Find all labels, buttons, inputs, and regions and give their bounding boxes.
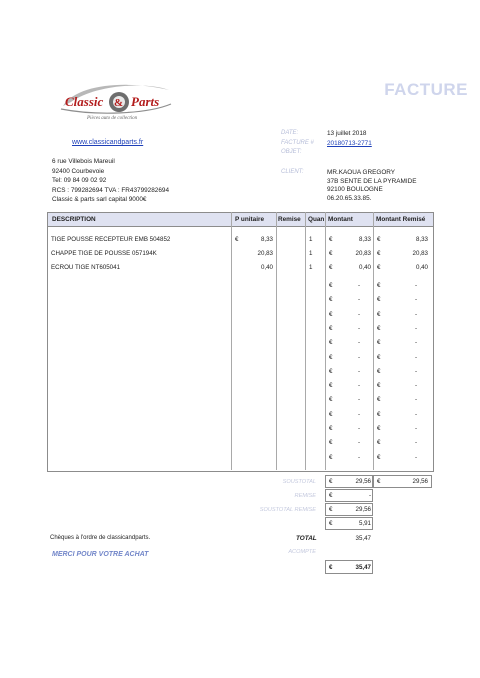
client-line: 92100 BOULOGNE: [327, 186, 383, 194]
sender-line: Classic & parts sarl capital 9000€: [52, 196, 147, 204]
item-amount-discounted: 0,40: [415, 264, 428, 271]
amount-due-value: 35,47: [355, 564, 371, 571]
subtotal-after-discount-label: SOUSTOTAL REMISE: [259, 507, 316, 513]
currency-symbol: €: [377, 382, 381, 389]
header-amount-discounted: Montant Remisé: [376, 216, 426, 223]
invoice-number-label: FACTURE #: [281, 140, 314, 146]
item-description: TIGE POUSSE RECEPTEUR EMB 504852: [51, 236, 171, 243]
item-unit-price: 8,33: [260, 236, 273, 243]
sender-line: Tel: 09 84 09 02 92: [52, 177, 107, 185]
column-divider: [325, 212, 326, 470]
item-description: ECROU TIGE NT605041: [51, 264, 121, 271]
empty-amount-dash: -: [358, 311, 361, 318]
empty-amount-discounted-dash: -: [415, 354, 418, 361]
currency-symbol: €: [377, 478, 381, 485]
currency-symbol: €: [377, 454, 381, 461]
currency-symbol: €: [329, 454, 333, 461]
currency-symbol: €: [329, 506, 333, 513]
svg-text:&: &: [114, 97, 124, 109]
empty-amount-dash: -: [358, 425, 361, 432]
empty-amount-discounted-dash: -: [415, 296, 418, 303]
empty-amount-discounted-dash: -: [415, 425, 418, 432]
empty-amount-dash: -: [358, 382, 361, 389]
currency-symbol: €: [377, 396, 381, 403]
currency-symbol: €: [377, 282, 381, 289]
currency-symbol: €: [329, 311, 333, 318]
currency-symbol: €: [377, 425, 381, 432]
cheque-note: Chèques à l'ordre de classicandparts.: [50, 535, 151, 541]
empty-amount-dash: -: [358, 439, 361, 446]
header-discount: Remise: [278, 216, 301, 223]
table-header: [47, 212, 434, 227]
header-unit-price: P unitaire: [235, 216, 265, 223]
currency-symbol: €: [377, 236, 381, 243]
currency-symbol: €: [377, 411, 381, 418]
empty-amount-dash: -: [358, 354, 361, 361]
company-logo: [57, 76, 175, 122]
empty-amount-dash: -: [358, 368, 361, 375]
item-amount-discounted: 8,33: [415, 236, 428, 243]
item-unit-price: 20,83: [257, 250, 273, 257]
document-title: FACTURE: [384, 80, 468, 99]
item-unit-price: 0,40: [260, 264, 273, 271]
empty-amount-discounted-dash: -: [415, 339, 418, 346]
svg-text:Parts: Parts: [131, 94, 160, 109]
currency-symbol: €: [377, 439, 381, 446]
item-description: CHAPPE TIGE DE POUSSE 057194K: [51, 250, 157, 257]
svg-text:Classic: Classic: [65, 94, 104, 109]
header-amount: Montant: [328, 216, 353, 223]
empty-amount-dash: -: [358, 396, 361, 403]
currency-symbol: €: [377, 368, 381, 375]
header-quantity: Quan: [308, 216, 325, 223]
empty-amount-discounted-dash: -: [415, 282, 418, 289]
invoice-number-value: 20180713-2771: [327, 140, 372, 147]
empty-amount-dash: -: [358, 411, 361, 418]
empty-amount-discounted-dash: -: [415, 368, 418, 375]
currency-symbol: €: [377, 339, 381, 346]
currency-symbol: €: [329, 339, 333, 346]
currency-symbol: €: [329, 492, 333, 499]
item-amount: 0,40: [358, 264, 371, 271]
subtotal-after-discount-value: 29,56: [355, 506, 371, 513]
currency-symbol: €: [377, 325, 381, 332]
currency-symbol: €: [377, 354, 381, 361]
empty-amount-discounted-dash: -: [415, 311, 418, 318]
currency-symbol: €: [329, 368, 333, 375]
currency-symbol: €: [329, 564, 333, 571]
deposit-label: ACOMPTE: [288, 549, 316, 555]
empty-amount-dash: -: [358, 282, 361, 289]
empty-amount-discounted-dash: -: [415, 382, 418, 389]
date-label: DATE:: [281, 130, 299, 136]
header-description: DESCRIPTION: [52, 216, 96, 223]
item-quantity: 1: [309, 236, 313, 243]
currency-symbol: €: [329, 478, 333, 485]
total-label: TOTAL: [296, 535, 317, 542]
sender-line: 6 rue Villebois Mareuil: [52, 158, 115, 165]
currency-symbol: €: [329, 264, 333, 271]
column-divider: [231, 212, 232, 470]
currency-symbol: €: [377, 296, 381, 303]
sender-address: [52, 157, 169, 205]
empty-amount-dash: -: [358, 325, 361, 332]
currency-symbol: €: [377, 311, 381, 318]
item-amount: 20,83: [355, 250, 371, 257]
sender-line: RCS : 799282694 TVA : FR43799282694: [52, 186, 170, 194]
website-link[interactable]: www.classicandparts.fr: [72, 139, 144, 146]
item-amount-discounted: 20,83: [412, 250, 428, 257]
vat-value: 5,91: [358, 520, 371, 527]
currency-symbol: €: [329, 296, 333, 303]
svg-text:Pièces auto de collection: Pièces auto de collection: [87, 116, 138, 121]
currency-symbol: €: [329, 282, 333, 289]
empty-amount-dash: -: [358, 296, 361, 303]
item-amount: 8,33: [358, 236, 371, 243]
empty-amount-discounted-dash: -: [415, 396, 418, 403]
currency-symbol: €: [329, 325, 333, 332]
empty-amount-discounted-dash: -: [415, 454, 418, 461]
logo-graphic: [57, 76, 175, 122]
currency-symbol: €: [329, 439, 333, 446]
column-divider: [305, 212, 306, 470]
client-label: CLIENT:: [281, 169, 304, 175]
column-divider: [373, 212, 374, 470]
empty-amount-discounted-dash: -: [415, 411, 418, 418]
thank-you-message: MERCI POUR VOTRE ACHAT: [52, 551, 149, 558]
currency-symbol: €: [377, 250, 381, 257]
subtotal-discounted-value: 29,56: [412, 478, 428, 485]
empty-amount-dash: -: [358, 454, 361, 461]
total-value: 35,47: [355, 535, 371, 542]
empty-amount-discounted-dash: -: [415, 325, 418, 332]
sender-line: 92400 Courbevoie: [52, 167, 105, 175]
currency-symbol: €: [377, 264, 381, 271]
client-line: MR.KAOUA GREGORY: [327, 169, 396, 176]
subject-label: OBJET:: [281, 149, 302, 155]
currency-symbol: €: [329, 250, 333, 257]
currency-symbol: €: [329, 411, 333, 418]
item-quantity: 1: [309, 250, 313, 257]
subtotal-label: SOUSTOTAL: [282, 479, 316, 485]
discount-value: -: [368, 492, 371, 499]
currency-symbol: €: [329, 425, 333, 432]
client-address: [327, 169, 417, 203]
empty-amount-dash: -: [358, 339, 361, 346]
empty-amount-discounted-dash: -: [415, 439, 418, 446]
subtotal-value: 29,56: [355, 478, 371, 485]
column-divider: [276, 212, 277, 470]
currency-symbol: €: [329, 520, 333, 527]
currency-symbol: €: [329, 382, 333, 389]
currency-symbol: €: [235, 236, 239, 243]
client-line: 37B SENTE DE LA PYRAMIDE: [327, 177, 417, 185]
date-value: 13 juillet 2018: [327, 130, 367, 137]
currency-symbol: €: [329, 354, 333, 361]
currency-symbol: €: [329, 236, 333, 243]
client-line: 06.20.65.33.85.: [327, 194, 372, 202]
currency-symbol: €: [329, 396, 333, 403]
item-quantity: 1: [309, 264, 313, 271]
discount-label: REMISE: [294, 493, 316, 499]
